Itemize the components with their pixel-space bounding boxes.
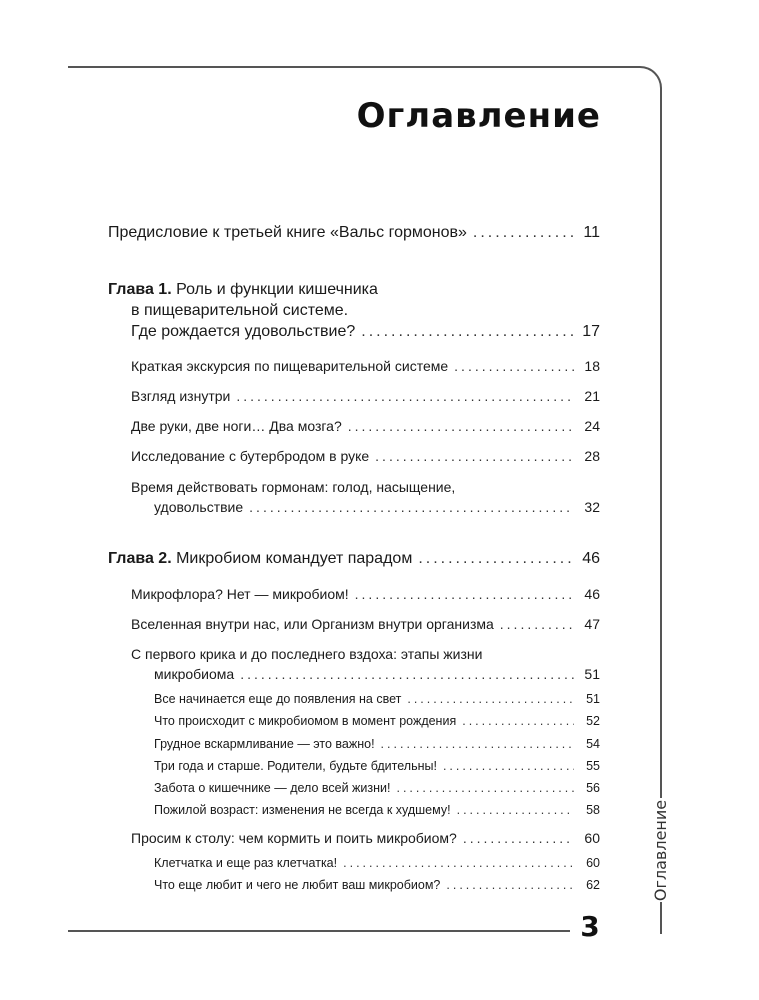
side-tab <box>646 798 676 902</box>
leader-dots <box>454 358 574 374</box>
leader-dots <box>443 759 574 773</box>
toc-entry-title-line1: Время действовать гормонам: голод, насыщение, <box>131 479 456 495</box>
toc-entry-page: 52 <box>586 714 600 728</box>
toc-entry[interactable] <box>131 616 600 632</box>
toc-entry-page: 54 <box>586 737 600 751</box>
toc-entry-page: 17 <box>582 323 600 340</box>
toc-entry[interactable] <box>154 666 600 682</box>
toc-entry-page: 11 <box>583 224 600 241</box>
toc-entry-title: Где рождается удовольствие? <box>131 323 356 340</box>
chapter-title-line2: в пищеварительной системе. <box>131 302 349 319</box>
toc-entry[interactable] <box>131 830 600 846</box>
toc-entry-page: 60 <box>586 856 600 870</box>
toc-entry-title: микробиома <box>154 666 235 682</box>
toc-entry-page: 21 <box>584 388 600 404</box>
leader-dots <box>407 692 574 706</box>
leader-dots <box>355 586 574 602</box>
toc-entry-title: Пожилой возраст: изменения не всегда к худшему! <box>154 803 451 817</box>
toc-entry-title: Исследование с бутербродом в руке <box>131 448 370 464</box>
leader-dots <box>240 666 574 682</box>
leader-dots <box>381 737 574 751</box>
toc-entry-page: 51 <box>584 666 600 682</box>
toc-subentry[interactable] <box>154 856 600 870</box>
toc-entry-page: 46 <box>584 586 600 602</box>
leader-dots <box>343 856 574 870</box>
toc-entry-page: 62 <box>586 878 600 892</box>
bottom-rule <box>68 930 571 932</box>
leader-dots <box>361 323 574 341</box>
toc-subentry[interactable] <box>154 759 600 773</box>
toc-entry-page: 60 <box>584 830 600 846</box>
toc-entry-title: Что происходит с микробиомом в момент рождения <box>154 714 457 728</box>
toc-entry-preface[interactable] <box>108 224 600 242</box>
page-title: Оглавление <box>356 96 601 136</box>
toc-entry-title: Две руки, две ноги… Два мозга? <box>131 418 342 434</box>
leader-dots <box>500 616 574 632</box>
toc-entry-title: Микрофлора? Нет — микробиом! <box>131 586 349 602</box>
toc-entry-title: Просим к столу: чем кормить и поить микробиом? <box>131 830 457 846</box>
toc-entry-title: Микробиом командует парадом <box>171 550 413 567</box>
toc-entry-title: Клетчатка и еще раз клетчатка! <box>154 856 338 870</box>
toc-entry[interactable] <box>131 448 600 464</box>
toc-entry[interactable] <box>154 499 600 515</box>
toc-entry-title: Предисловие к третьей книге «Вальс гормонов» <box>108 224 467 241</box>
toc-entry-title: Что еще любит и чего не любит ваш микробиом? <box>154 878 441 892</box>
toc-entry-page: 47 <box>584 616 600 632</box>
toc-entry-title: Краткая экскурсия по пищеварительной системе <box>131 358 449 374</box>
toc-entry-title: удовольствие <box>154 499 244 515</box>
toc-subentry[interactable] <box>154 878 600 892</box>
toc-entry-chapter-2[interactable] <box>108 550 600 568</box>
leader-dots <box>236 388 574 404</box>
toc-entry-title: Вселенная внутри нас, или Организм внутри организма <box>131 616 494 632</box>
toc-entry-title: Грудное вскармливание — это важно! <box>154 737 375 751</box>
toc-subentry[interactable] <box>154 781 600 795</box>
toc-entry-chapter-1[interactable] <box>131 323 600 341</box>
toc-entry-page: 24 <box>584 418 600 434</box>
chapter-1-heading[interactable] <box>108 281 378 299</box>
chapter-title-line1: Роль и функции кишечника <box>171 281 378 298</box>
leader-dots <box>375 448 574 464</box>
toc-entry-page: 51 <box>586 692 600 706</box>
toc-subentry[interactable] <box>154 692 600 706</box>
toc-entry[interactable] <box>131 358 600 374</box>
leader-dots <box>418 550 574 568</box>
leader-dots <box>463 830 574 846</box>
toc-entry-title-line1: С первого крика и до последнего вздоха: этапы жизни <box>131 646 483 662</box>
toc-entry-page: 58 <box>586 803 600 817</box>
toc-entry-title: Забота о кишечнике — дело всей жизни! <box>154 781 391 795</box>
toc-entry[interactable] <box>131 388 600 404</box>
toc-entry-page: 32 <box>584 499 600 515</box>
toc-entry[interactable] <box>131 586 600 602</box>
chapter-number: Глава 1. <box>108 281 172 298</box>
toc-entry-page: 55 <box>586 759 600 773</box>
leader-dots <box>462 714 574 728</box>
toc-entry-page: 56 <box>586 781 600 795</box>
leader-dots <box>348 418 574 434</box>
toc-entry-page: 18 <box>584 358 600 374</box>
toc-entry-page: 28 <box>584 448 600 464</box>
toc-entry-title: Взгляд изнутри <box>131 388 231 404</box>
toc-subentry[interactable] <box>154 714 600 728</box>
toc-entry-title: Три года и старше. Родители, будьте бдительны! <box>154 759 437 773</box>
toc-subentry[interactable] <box>154 737 600 751</box>
toc-entry[interactable] <box>131 418 600 434</box>
toc-subentry[interactable] <box>154 803 600 817</box>
leader-dots <box>473 224 574 242</box>
chapter-number: Глава 2. <box>108 550 172 567</box>
toc-entry-title: Все начинается еще до появления на свет <box>154 692 402 706</box>
leader-dots <box>249 499 574 515</box>
leader-dots <box>446 878 574 892</box>
side-tab-label: Оглавление <box>651 799 671 901</box>
leader-dots <box>457 803 574 817</box>
toc-entry-page: 46 <box>582 550 600 567</box>
page-number: 3 <box>570 906 610 946</box>
leader-dots <box>396 781 574 795</box>
